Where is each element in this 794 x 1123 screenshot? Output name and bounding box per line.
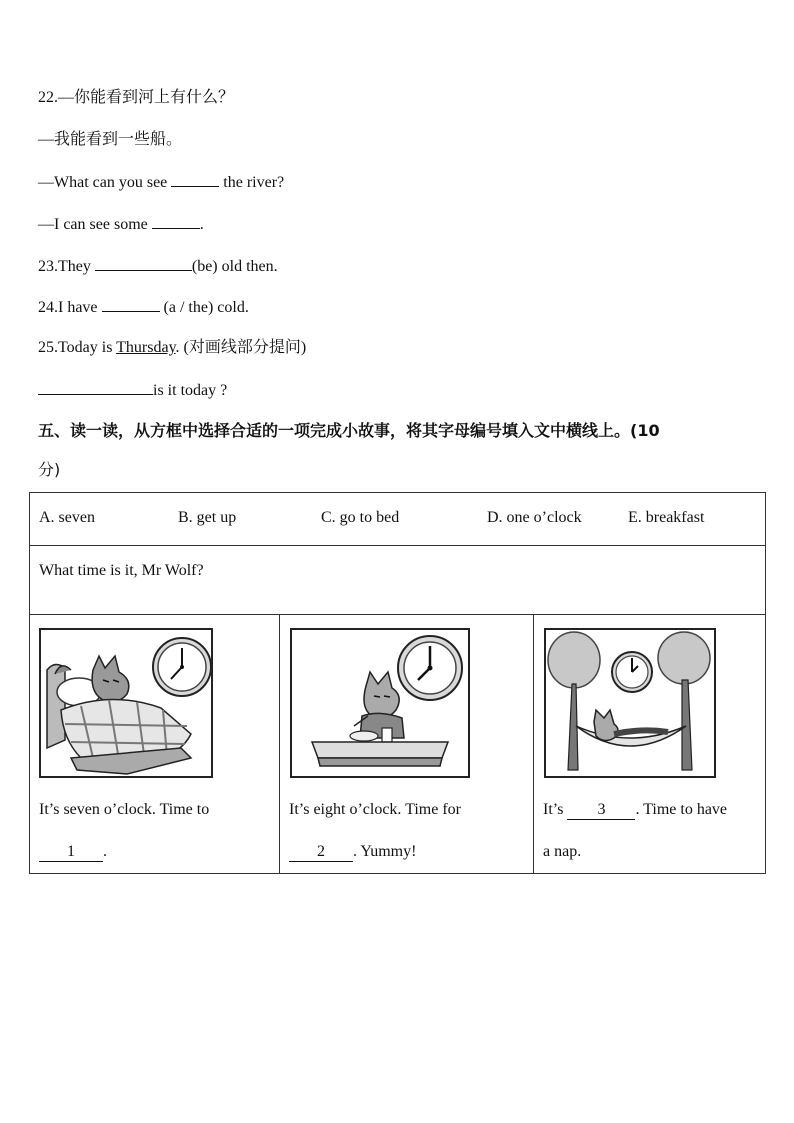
tree-icon xyxy=(548,632,600,770)
q22-blank-2[interactable] xyxy=(152,213,200,229)
wolf-in-hammock-illustration xyxy=(544,628,716,778)
q23-post: (be) old then. xyxy=(191,258,278,275)
tree-icon xyxy=(658,632,710,770)
q22-en-answer-post: . xyxy=(199,216,204,233)
q25-answer-line xyxy=(38,379,227,401)
panel-2-blank[interactable]: 2 xyxy=(289,843,353,862)
q25-underlined-word: Thursday xyxy=(116,339,176,356)
panel-1-line2-post: . xyxy=(103,843,107,860)
story-title: What time is it, Mr Wolf? xyxy=(30,546,766,615)
panel-2-line1: It’s eight o’clock. Time for xyxy=(289,801,461,818)
panel-3-line1 xyxy=(543,800,727,820)
q22-en-question xyxy=(38,171,284,193)
section5-heading-line1: 五、读一读，从方框中选择合适的一项完成小故事，将其字母编号填入文中横线上。(10 xyxy=(38,421,660,440)
wolf-at-breakfast-illustration xyxy=(290,628,470,778)
q24-pre: 24.I have xyxy=(38,299,102,316)
story-panel-3 xyxy=(534,615,766,874)
panel-3-blank[interactable]: 3 xyxy=(567,801,635,820)
q24-line xyxy=(38,296,249,318)
panel-3-pre: It’s xyxy=(543,801,568,818)
q22-en-answer xyxy=(38,213,204,235)
q22-en-answer-pre: —I can see some xyxy=(38,216,152,233)
panel-3-line2: a nap. xyxy=(543,843,582,860)
clock-icon xyxy=(398,636,462,700)
panel-1-line2 xyxy=(39,842,107,862)
option-e: E. breakfast xyxy=(628,509,705,526)
story-panel-2 xyxy=(280,615,534,874)
q22-en-question-post: the river? xyxy=(219,174,285,191)
q25-blank[interactable] xyxy=(38,379,153,395)
clock-icon xyxy=(153,638,211,696)
option-b: B. get up xyxy=(178,509,237,526)
story-panel-1 xyxy=(30,615,280,874)
q22-blank-1[interactable] xyxy=(171,171,219,187)
story-table xyxy=(29,492,766,874)
clock-icon xyxy=(612,652,652,692)
q23-pre: 23.They xyxy=(38,258,95,275)
q25-answer-post: is it today ? xyxy=(153,382,228,399)
q23-blank[interactable] xyxy=(95,255,192,271)
q22-en-question-pre: —What can you see xyxy=(38,174,172,191)
panel-2-line2 xyxy=(289,842,416,862)
q25-line xyxy=(38,338,306,358)
q22-cn-question: 22.—你能看到河上有什么？ xyxy=(38,89,235,106)
q24-blank[interactable] xyxy=(102,296,160,312)
panel-2-line2-post: . Yummy! xyxy=(353,843,417,860)
option-d: D. one o’clock xyxy=(487,509,582,526)
option-a: A. seven xyxy=(39,509,95,526)
panel-1-line1: It’s seven o’clock. Time to xyxy=(39,801,210,818)
wolf-in-bed-illustration xyxy=(39,628,213,778)
q22-cn-answer: —我能看到一些船。 xyxy=(38,131,183,148)
options-box xyxy=(30,493,766,546)
q24-post: (a / the) cold. xyxy=(159,299,249,316)
section5-heading-line2: 分) xyxy=(38,460,61,479)
option-c: C. go to bed xyxy=(321,509,400,526)
panel-1-blank[interactable]: 1 xyxy=(39,843,103,862)
q25-pre: 25.Today is xyxy=(38,339,117,356)
panel-3-post: . Time to have xyxy=(635,801,728,818)
q23-line xyxy=(38,255,278,277)
q25-post: . (对画线部分提问) xyxy=(175,339,307,356)
